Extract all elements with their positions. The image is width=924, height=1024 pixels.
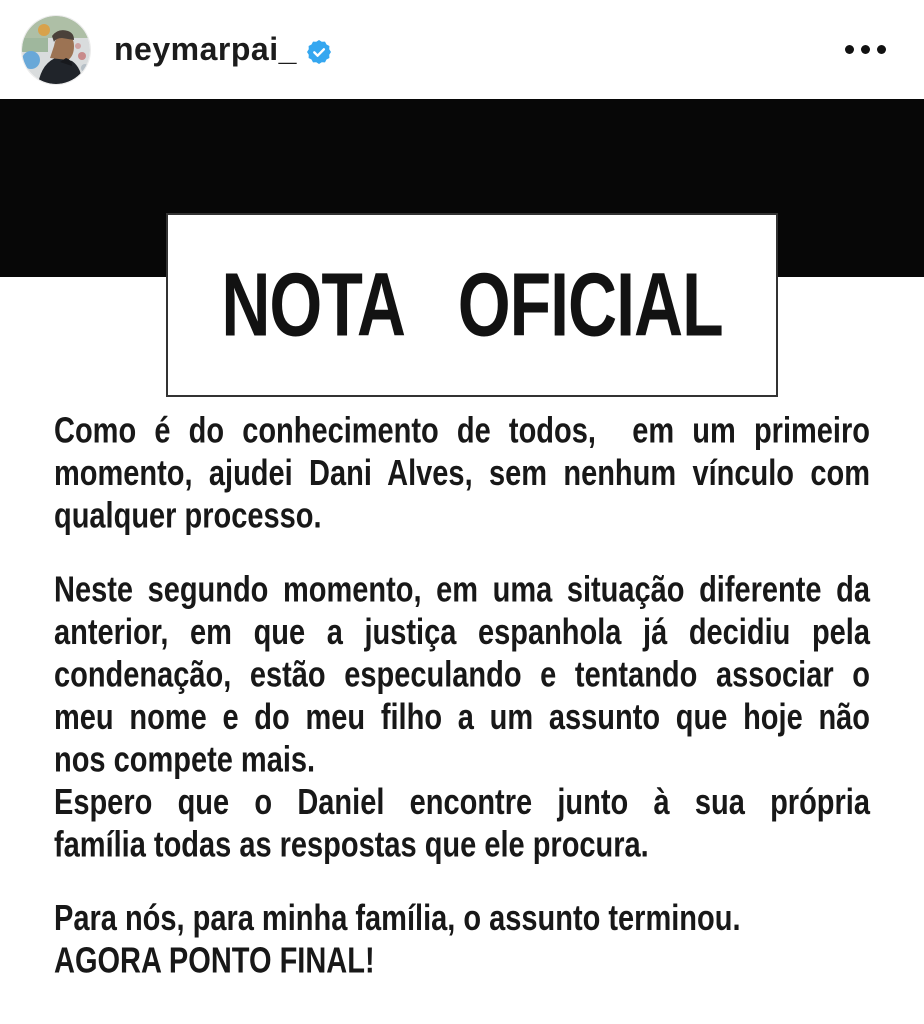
banner-title-box: [166, 213, 778, 397]
statement-line: Para nós, para minha família, o assunto terminou.: [54, 898, 741, 939]
statement-line: meu nome e do meu filho a um assunto que hoje não: [54, 697, 870, 738]
statement-line: anterior, em que a justiça espanhola já decidiu pela: [54, 612, 870, 653]
more-options-button[interactable]: [837, 37, 894, 62]
avatar[interactable]: [22, 16, 90, 84]
statement-line: família todas as respostas que ele procura.: [54, 825, 649, 865]
statement-paragraph: [54, 569, 870, 782]
statement-text: [54, 410, 870, 983]
dot-icon: [861, 45, 870, 54]
statement-line: qualquer processo.: [54, 496, 322, 537]
dot-icon: [845, 45, 854, 54]
statement-line: condenação, estão especulando e tentando associar o: [54, 655, 870, 695]
statement-line: Neste segundo momento, em uma situação diferente da: [54, 570, 870, 610]
avatar-photo: [22, 16, 90, 84]
statement-line: Espero que o Daniel encontre junto à sua própria: [54, 782, 870, 823]
verified-badge-icon: [307, 40, 331, 64]
username[interactable]: neymarpai_: [114, 31, 297, 67]
statement-line: AGORA PONTO FINAL!: [54, 941, 375, 982]
statement-paragraph: [54, 410, 870, 538]
statement-line: nos compete mais.: [54, 740, 316, 780]
statement-paragraph: [54, 898, 870, 983]
statement-line: momento, ajudei Dani Alves, sem nenhum vínculo com: [54, 453, 870, 494]
post-header: [0, 0, 924, 99]
banner-title: NOTA OFICIAL: [221, 254, 723, 356]
statement-line: Como é do conhecimento de todos, em um primeiro: [54, 411, 870, 452]
dot-icon: [877, 45, 886, 54]
statement-paragraph: [54, 781, 870, 866]
